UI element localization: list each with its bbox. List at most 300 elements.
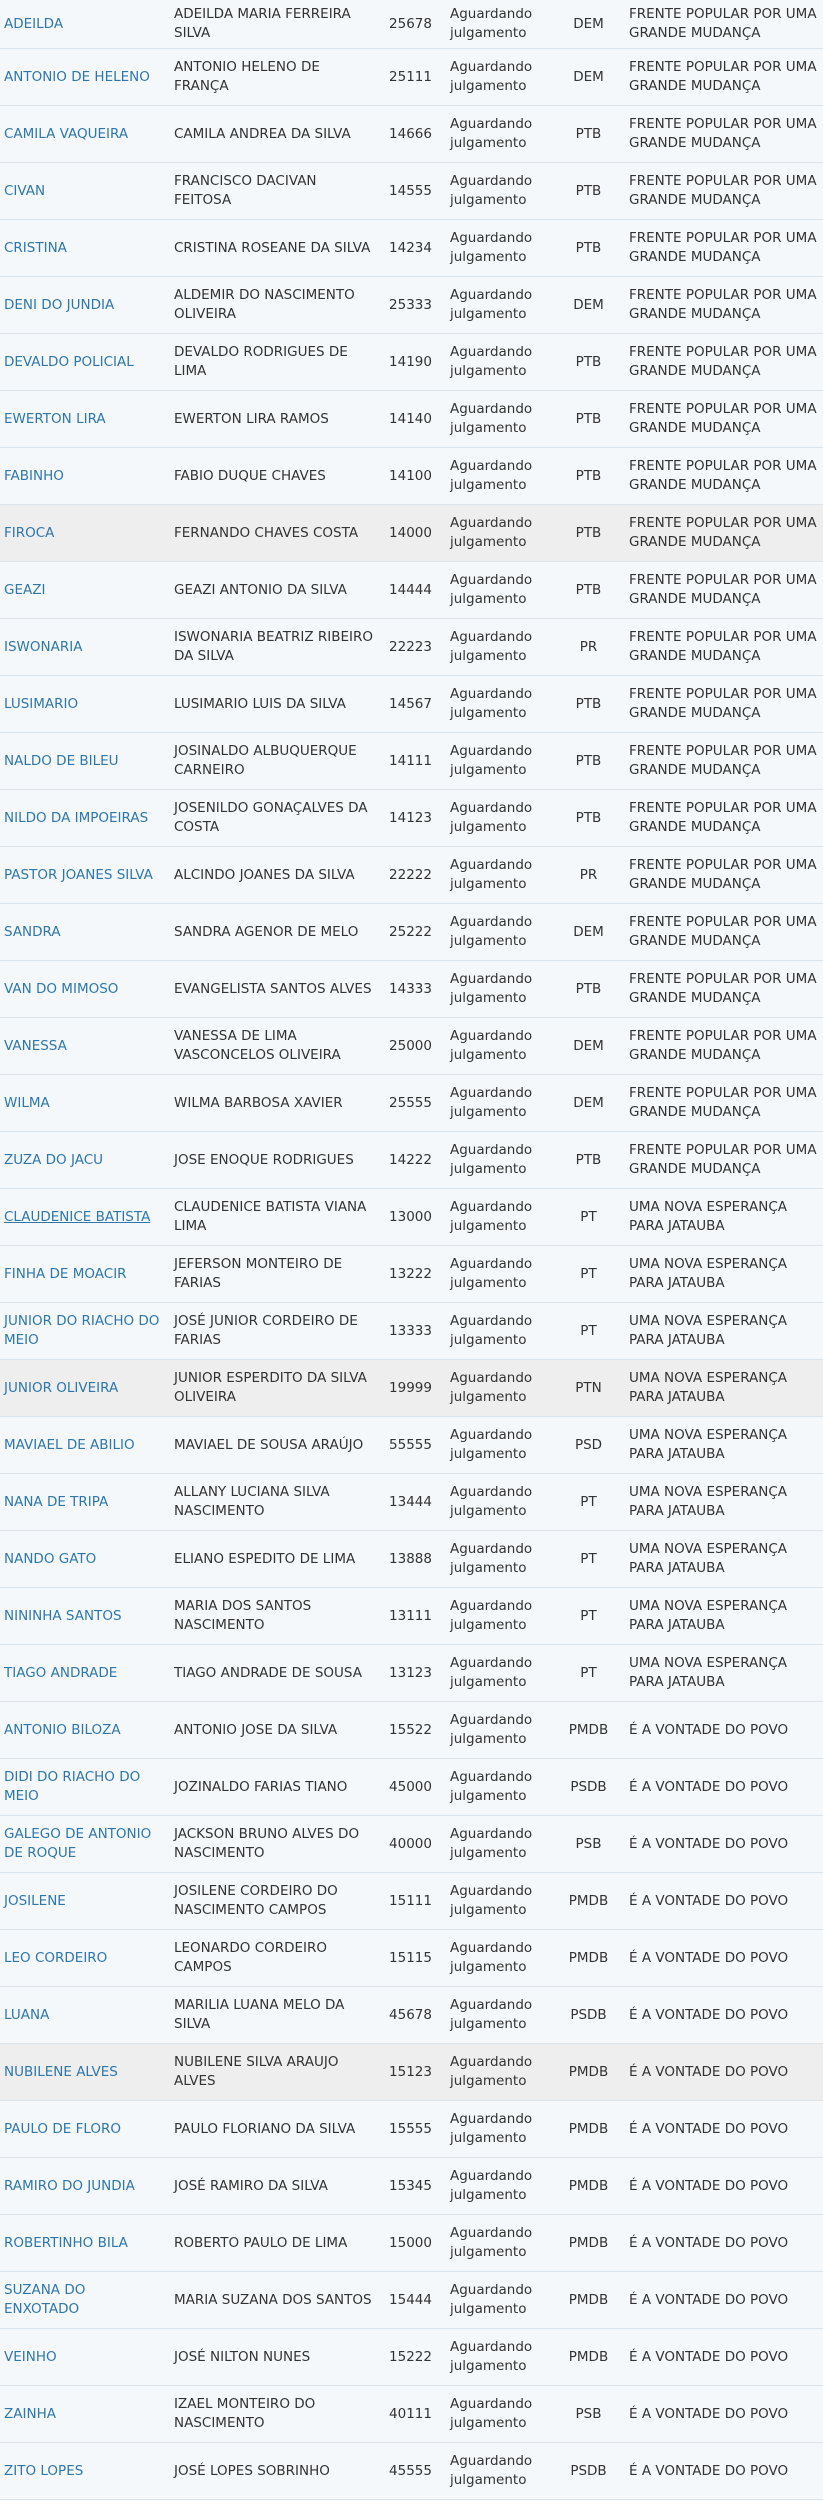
- candidate-status: Aguardando julgamento: [440, 961, 558, 1018]
- table-row: [0, 847, 823, 904]
- candidate-number: 13000: [381, 1189, 440, 1246]
- candidate-status: Aguardando julgamento: [440, 1873, 558, 1930]
- candidate-number: 14666: [381, 106, 440, 163]
- candidate-coalition: É A VONTADE DO POVO: [619, 1759, 823, 1816]
- candidate-party: PMDB: [558, 2044, 619, 2101]
- candidate-full-name: ALDEMIR DO NASCIMENTO OLIVEIRA: [168, 277, 381, 334]
- table-row: [0, 790, 823, 847]
- candidate-name-link[interactable]: RAMIRO DO JUNDIA: [0, 2158, 168, 2215]
- candidate-number: 14140: [381, 391, 440, 448]
- candidate-full-name: JACKSON BRUNO ALVES DO NASCIMENTO: [168, 1816, 381, 1873]
- table-row: [0, 1531, 823, 1588]
- candidate-status: Aguardando julgamento: [440, 562, 558, 619]
- candidate-name-link[interactable]: VAN DO MIMOSO: [0, 961, 168, 1018]
- candidate-status: Aguardando julgamento: [440, 1645, 558, 1702]
- candidate-party: PTB: [558, 163, 619, 220]
- candidate-coalition: UMA NOVA ESPERANÇA PARA JATAUBA: [619, 1588, 823, 1645]
- table-row: [0, 1075, 823, 1132]
- candidate-party: PSDB: [558, 1987, 619, 2044]
- table-row: [0, 1246, 823, 1303]
- candidate-coalition: FRENTE POPULAR POR UMA GRANDE MUDANÇA: [619, 562, 823, 619]
- candidate-party: PMDB: [558, 1873, 619, 1930]
- candidate-full-name: EWERTON LIRA RAMOS: [168, 391, 381, 448]
- candidate-status: Aguardando julgamento: [440, 1531, 558, 1588]
- candidate-status: Aguardando julgamento: [440, 1588, 558, 1645]
- candidate-full-name: ANTONIO HELENO DE FRANÇA: [168, 49, 381, 106]
- candidate-name-link[interactable]: FIROCA: [0, 505, 168, 562]
- candidate-full-name: NUBILENE SILVA ARAUJO ALVES: [168, 2044, 381, 2101]
- candidate-full-name: GEAZI ANTONIO DA SILVA: [168, 562, 381, 619]
- candidate-number: 25222: [381, 904, 440, 961]
- candidate-party: DEM: [558, 49, 619, 106]
- candidate-coalition: FRENTE POPULAR POR UMA GRANDE MUDANÇA: [619, 1075, 823, 1132]
- table-row: [0, 1759, 823, 1816]
- candidate-party: PTB: [558, 790, 619, 847]
- candidate-party: PSB: [558, 1816, 619, 1873]
- candidate-full-name: ALLANY LUCIANA SILVA NASCIMENTO: [168, 1474, 381, 1531]
- candidate-status: Aguardando julgamento: [440, 2443, 558, 2500]
- candidate-number: 45678: [381, 1987, 440, 2044]
- candidate-status: Aguardando julgamento: [440, 2044, 558, 2101]
- candidate-coalition: FRENTE POPULAR POR UMA GRANDE MUDANÇA: [619, 961, 823, 1018]
- candidate-full-name: SANDRA AGENOR DE MELO: [168, 904, 381, 961]
- candidate-name-link[interactable]: MAVIAEL DE ABILIO: [0, 1417, 168, 1474]
- candidate-status: Aguardando julgamento: [440, 1303, 558, 1360]
- candidate-number: 45000: [381, 1759, 440, 1816]
- candidate-name-link[interactable]: NANDO GATO: [0, 1531, 168, 1588]
- candidate-name-link[interactable]: CRISTINA: [0, 220, 168, 277]
- table-row: [0, 1474, 823, 1531]
- candidate-name-link[interactable]: CLAUDENICE BATISTA: [0, 1189, 168, 1246]
- candidate-name-link[interactable]: ANTONIO BILOZA: [0, 1702, 168, 1759]
- table-row: [0, 220, 823, 277]
- candidate-name-link[interactable]: ADEILDA: [0, 0, 168, 49]
- candidate-name-link[interactable]: FINHA DE MOACIR: [0, 1246, 168, 1303]
- candidate-coalition: FRENTE POPULAR POR UMA GRANDE MUDANÇA: [619, 790, 823, 847]
- table-row: [0, 2158, 823, 2215]
- candidate-coalition: É A VONTADE DO POVO: [619, 2272, 823, 2329]
- candidate-party: PTB: [558, 106, 619, 163]
- candidate-name-link[interactable]: VANESSA: [0, 1018, 168, 1075]
- candidate-full-name: MAVIAEL DE SOUSA ARAÚJO: [168, 1417, 381, 1474]
- candidate-coalition: FRENTE POPULAR POR UMA GRANDE MUDANÇA: [619, 277, 823, 334]
- candidate-number: 15444: [381, 2272, 440, 2329]
- candidate-number: 55555: [381, 1417, 440, 1474]
- candidate-coalition: FRENTE POPULAR POR UMA GRANDE MUDANÇA: [619, 733, 823, 790]
- candidate-full-name: PAULO FLORIANO DA SILVA: [168, 2101, 381, 2158]
- candidate-status: Aguardando julgamento: [440, 334, 558, 391]
- candidate-status: Aguardando julgamento: [440, 2329, 558, 2386]
- table-row: [0, 676, 823, 733]
- candidate-party: DEM: [558, 277, 619, 334]
- candidate-name-link[interactable]: PAULO DE FLORO: [0, 2101, 168, 2158]
- candidate-status: Aguardando julgamento: [440, 1246, 558, 1303]
- candidate-number: 14555: [381, 163, 440, 220]
- candidate-number: 25555: [381, 1075, 440, 1132]
- candidate-full-name: ISWONARIA BEATRIZ RIBEIRO DA SILVA: [168, 619, 381, 676]
- candidate-party: PMDB: [558, 2215, 619, 2272]
- candidate-number: 14100: [381, 448, 440, 505]
- candidate-coalition: UMA NOVA ESPERANÇA PARA JATAUBA: [619, 1303, 823, 1360]
- candidate-full-name: MARILIA LUANA MELO DA SILVA: [168, 1987, 381, 2044]
- candidate-party: PMDB: [558, 2329, 619, 2386]
- candidate-name-link[interactable]: CAMILA VAQUEIRA: [0, 106, 168, 163]
- candidate-number: 15000: [381, 2215, 440, 2272]
- candidate-coalition: FRENTE POPULAR POR UMA GRANDE MUDANÇA: [619, 163, 823, 220]
- candidate-full-name: MARIA SUZANA DOS SANTOS: [168, 2272, 381, 2329]
- candidate-full-name: JEFERSON MONTEIRO DE FARIAS: [168, 1246, 381, 1303]
- candidate-status: Aguardando julgamento: [440, 1987, 558, 2044]
- table-row: [0, 49, 823, 106]
- candidate-party: PSB: [558, 2386, 619, 2443]
- table-row: [0, 0, 823, 49]
- candidate-coalition: UMA NOVA ESPERANÇA PARA JATAUBA: [619, 1246, 823, 1303]
- candidate-coalition: UMA NOVA ESPERANÇA PARA JATAUBA: [619, 1531, 823, 1588]
- candidate-party: PTB: [558, 676, 619, 733]
- candidate-number: 25333: [381, 277, 440, 334]
- candidate-coalition: É A VONTADE DO POVO: [619, 2101, 823, 2158]
- candidate-coalition: UMA NOVA ESPERANÇA PARA JATAUBA: [619, 1189, 823, 1246]
- candidate-number: 15111: [381, 1873, 440, 1930]
- candidate-full-name: MARIA DOS SANTOS NASCIMENTO: [168, 1588, 381, 1645]
- candidate-party: PTN: [558, 1360, 619, 1417]
- table-row: [0, 1189, 823, 1246]
- candidate-full-name: CLAUDENICE BATISTA VIANA LIMA: [168, 1189, 381, 1246]
- candidate-name-link[interactable]: ZUZA DO JACU: [0, 1132, 168, 1189]
- candidate-coalition: É A VONTADE DO POVO: [619, 1930, 823, 1987]
- candidate-name-link[interactable]: ROBERTINHO BILA: [0, 2215, 168, 2272]
- candidate-name-link[interactable]: LUANA: [0, 1987, 168, 2044]
- candidate-party: PTB: [558, 391, 619, 448]
- candidate-name-link[interactable]: ISWONARIA: [0, 619, 168, 676]
- candidate-number: 14190: [381, 334, 440, 391]
- candidate-name-link[interactable]: ZAINHA: [0, 2386, 168, 2443]
- candidate-status: Aguardando julgamento: [440, 790, 558, 847]
- candidate-full-name: WILMA BARBOSA XAVIER: [168, 1075, 381, 1132]
- candidate-coalition: FRENTE POPULAR POR UMA GRANDE MUDANÇA: [619, 0, 823, 49]
- candidate-status: Aguardando julgamento: [440, 163, 558, 220]
- table-row: [0, 1816, 823, 1873]
- candidate-full-name: ALCINDO JOANES DA SILVA: [168, 847, 381, 904]
- candidate-party: PT: [558, 1531, 619, 1588]
- candidate-full-name: CAMILA ANDREA DA SILVA: [168, 106, 381, 163]
- candidate-coalition: É A VONTADE DO POVO: [619, 2044, 823, 2101]
- candidate-party: PR: [558, 847, 619, 904]
- candidate-status: Aguardando julgamento: [440, 733, 558, 790]
- candidate-coalition: FRENTE POPULAR POR UMA GRANDE MUDANÇA: [619, 448, 823, 505]
- candidate-name-link[interactable]: SANDRA: [0, 904, 168, 961]
- candidate-coalition: FRENTE POPULAR POR UMA GRANDE MUDANÇA: [619, 505, 823, 562]
- candidate-name-link[interactable]: NILDO DA IMPOEIRAS: [0, 790, 168, 847]
- candidate-full-name: JOSÉ RAMIRO DA SILVA: [168, 2158, 381, 2215]
- candidate-coalition: FRENTE POPULAR POR UMA GRANDE MUDANÇA: [619, 49, 823, 106]
- candidate-number: 15115: [381, 1930, 440, 1987]
- candidate-full-name: LEONARDO CORDEIRO CAMPOS: [168, 1930, 381, 1987]
- candidate-full-name: JUNIOR ESPERDITO DA SILVA OLIVEIRA: [168, 1360, 381, 1417]
- candidate-name-link[interactable]: NALDO DE BILEU: [0, 733, 168, 790]
- table-row: [0, 961, 823, 1018]
- candidate-status: Aguardando julgamento: [440, 505, 558, 562]
- candidate-name-link[interactable]: WILMA: [0, 1075, 168, 1132]
- candidate-number: 15222: [381, 2329, 440, 2386]
- table-row: [0, 1987, 823, 2044]
- table-row: [0, 2101, 823, 2158]
- candidate-coalition: UMA NOVA ESPERANÇA PARA JATAUBA: [619, 1417, 823, 1474]
- candidate-coalition: É A VONTADE DO POVO: [619, 1873, 823, 1930]
- candidate-name-link[interactable]: LUSIMARIO: [0, 676, 168, 733]
- candidate-party: PMDB: [558, 2101, 619, 2158]
- candidate-party: PT: [558, 1189, 619, 1246]
- table-row: [0, 163, 823, 220]
- candidate-full-name: JOSÉ NILTON NUNES: [168, 2329, 381, 2386]
- candidate-full-name: DEVALDO RODRIGUES DE LIMA: [168, 334, 381, 391]
- candidate-status: Aguardando julgamento: [440, 1759, 558, 1816]
- candidate-status: Aguardando julgamento: [440, 448, 558, 505]
- candidate-status: Aguardando julgamento: [440, 106, 558, 163]
- candidate-name-link[interactable]: CIVAN: [0, 163, 168, 220]
- candidate-party: PTB: [558, 961, 619, 1018]
- candidate-coalition: É A VONTADE DO POVO: [619, 1702, 823, 1759]
- candidate-number: 40111: [381, 2386, 440, 2443]
- candidate-number: 15123: [381, 2044, 440, 2101]
- table-row: [0, 106, 823, 163]
- candidate-number: 40000: [381, 1816, 440, 1873]
- candidate-coalition: É A VONTADE DO POVO: [619, 2215, 823, 2272]
- candidate-number: 22223: [381, 619, 440, 676]
- candidate-status: Aguardando julgamento: [440, 277, 558, 334]
- candidate-status: Aguardando julgamento: [440, 847, 558, 904]
- table-row: [0, 619, 823, 676]
- candidate-party: PTB: [558, 733, 619, 790]
- candidate-full-name: ELIANO ESPEDITO DE LIMA: [168, 1531, 381, 1588]
- table-row: [0, 1645, 823, 1702]
- candidate-coalition: É A VONTADE DO POVO: [619, 1816, 823, 1873]
- table-row: [0, 505, 823, 562]
- candidate-name-link[interactable]: DENI DO JUNDIA: [0, 277, 168, 334]
- candidate-party: PT: [558, 1474, 619, 1531]
- candidate-full-name: FRANCISCO DACIVAN FEITOSA: [168, 163, 381, 220]
- candidate-number: 14123: [381, 790, 440, 847]
- candidate-status: Aguardando julgamento: [440, 1132, 558, 1189]
- candidate-status: Aguardando julgamento: [440, 220, 558, 277]
- candidate-full-name: IZAEL MONTEIRO DO NASCIMENTO: [168, 2386, 381, 2443]
- candidate-status: Aguardando julgamento: [440, 1189, 558, 1246]
- candidate-status: Aguardando julgamento: [440, 1417, 558, 1474]
- candidate-number: 22222: [381, 847, 440, 904]
- candidate-number: 25111: [381, 49, 440, 106]
- candidate-name-link[interactable]: ZITO LOPES: [0, 2443, 168, 2500]
- table-row: [0, 562, 823, 619]
- candidate-party: PT: [558, 1303, 619, 1360]
- candidate-name-link[interactable]: JUNIOR OLIVEIRA: [0, 1360, 168, 1417]
- candidate-name-link[interactable]: GEAZI: [0, 562, 168, 619]
- candidate-coalition: FRENTE POPULAR POR UMA GRANDE MUDANÇA: [619, 106, 823, 163]
- candidate-coalition: FRENTE POPULAR POR UMA GRANDE MUDANÇA: [619, 391, 823, 448]
- table-row: [0, 334, 823, 391]
- candidate-name-link[interactable]: EWERTON LIRA: [0, 391, 168, 448]
- candidate-party: PMDB: [558, 1702, 619, 1759]
- candidate-number: 14234: [381, 220, 440, 277]
- table-row: [0, 1873, 823, 1930]
- candidate-party: PTB: [558, 220, 619, 277]
- candidate-name-link[interactable]: NANA DE TRIPA: [0, 1474, 168, 1531]
- candidate-party: PR: [558, 619, 619, 676]
- candidate-coalition: É A VONTADE DO POVO: [619, 2443, 823, 2500]
- candidate-full-name: JOZINALDO FARIAS TIANO: [168, 1759, 381, 1816]
- table-row: [0, 733, 823, 790]
- candidate-status: Aguardando julgamento: [440, 2158, 558, 2215]
- candidate-party: PSDB: [558, 1759, 619, 1816]
- candidate-coalition: FRENTE POPULAR POR UMA GRANDE MUDANÇA: [619, 334, 823, 391]
- candidate-full-name: FERNANDO CHAVES COSTA: [168, 505, 381, 562]
- candidate-name-link[interactable]: GALEGO DE ANTONIO DE ROQUE: [0, 1816, 168, 1873]
- candidate-status: Aguardando julgamento: [440, 619, 558, 676]
- candidate-full-name: JOSINALDO ALBUQUERQUE CARNEIRO: [168, 733, 381, 790]
- candidate-party: DEM: [558, 1075, 619, 1132]
- candidate-number: 15555: [381, 2101, 440, 2158]
- table-row: [0, 904, 823, 961]
- candidate-status: Aguardando julgamento: [440, 676, 558, 733]
- candidate-number: 14222: [381, 1132, 440, 1189]
- candidate-party: PTB: [558, 334, 619, 391]
- candidate-coalition: FRENTE POPULAR POR UMA GRANDE MUDANÇA: [619, 847, 823, 904]
- candidate-name-link[interactable]: PASTOR JOANES SILVA: [0, 847, 168, 904]
- candidate-party: PMDB: [558, 1930, 619, 1987]
- candidate-coalition: É A VONTADE DO POVO: [619, 2386, 823, 2443]
- candidate-status: Aguardando julgamento: [440, 904, 558, 961]
- candidate-full-name: LUSIMARIO LUIS DA SILVA: [168, 676, 381, 733]
- candidate-full-name: TIAGO ANDRADE DE SOUSA: [168, 1645, 381, 1702]
- candidate-party: PT: [558, 1645, 619, 1702]
- table-row: [0, 2215, 823, 2272]
- table-row: [0, 277, 823, 334]
- candidate-party: PTB: [558, 1132, 619, 1189]
- candidate-coalition: UMA NOVA ESPERANÇA PARA JATAUBA: [619, 1360, 823, 1417]
- candidate-name-link[interactable]: LEO CORDEIRO: [0, 1930, 168, 1987]
- candidate-number: 14444: [381, 562, 440, 619]
- candidate-party: PSD: [558, 1417, 619, 1474]
- table-row: [0, 1930, 823, 1987]
- candidate-coalition: FRENTE POPULAR POR UMA GRANDE MUDANÇA: [619, 220, 823, 277]
- table-row: [0, 1417, 823, 1474]
- candidate-status: Aguardando julgamento: [440, 49, 558, 106]
- candidate-name-link[interactable]: JUNIOR DO RIACHO DO MEIO: [0, 1303, 168, 1360]
- candidate-party: PMDB: [558, 2158, 619, 2215]
- table-row: [0, 1132, 823, 1189]
- candidate-party: PSDB: [558, 2443, 619, 2500]
- candidate-name-link[interactable]: DEVALDO POLICIAL: [0, 334, 168, 391]
- candidate-status: Aguardando julgamento: [440, 1816, 558, 1873]
- candidate-number: 14333: [381, 961, 440, 1018]
- candidate-coalition: FRENTE POPULAR POR UMA GRANDE MUDANÇA: [619, 676, 823, 733]
- candidate-party: DEM: [558, 0, 619, 49]
- candidate-coalition: FRENTE POPULAR POR UMA GRANDE MUDANÇA: [619, 1018, 823, 1075]
- table-row: [0, 2272, 823, 2329]
- candidate-number: 14000: [381, 505, 440, 562]
- table-row: [0, 2386, 823, 2443]
- candidate-party: PTB: [558, 505, 619, 562]
- candidate-full-name: JOSENILDO GONAÇALVES DA COSTA: [168, 790, 381, 847]
- table-row: [0, 1702, 823, 1759]
- candidate-full-name: JOSILENE CORDEIRO DO NASCIMENTO CAMPOS: [168, 1873, 381, 1930]
- candidate-status: Aguardando julgamento: [440, 2272, 558, 2329]
- candidate-full-name: EVANGELISTA SANTOS ALVES: [168, 961, 381, 1018]
- candidate-number: 13123: [381, 1645, 440, 1702]
- candidate-party: PT: [558, 1246, 619, 1303]
- candidate-full-name: JOSÉ JUNIOR CORDEIRO DE FARIAS: [168, 1303, 381, 1360]
- table-row: [0, 1360, 823, 1417]
- candidate-status: Aguardando julgamento: [440, 2101, 558, 2158]
- candidate-number: 14111: [381, 733, 440, 790]
- candidate-party: PTB: [558, 448, 619, 505]
- candidate-number: 14567: [381, 676, 440, 733]
- candidate-name-link[interactable]: TIAGO ANDRADE: [0, 1645, 168, 1702]
- candidate-coalition: É A VONTADE DO POVO: [619, 2329, 823, 2386]
- candidate-number: 13888: [381, 1531, 440, 1588]
- candidate-full-name: CRISTINA ROSEANE DA SILVA: [168, 220, 381, 277]
- candidate-status: Aguardando julgamento: [440, 1075, 558, 1132]
- candidate-name-link[interactable]: SUZANA DO ENXOTADO: [0, 2272, 168, 2329]
- candidate-full-name: JOSÉ LOPES SOBRINHO: [168, 2443, 381, 2500]
- candidate-coalition: FRENTE POPULAR POR UMA GRANDE MUDANÇA: [619, 619, 823, 676]
- candidate-name-link[interactable]: ANTONIO DE HELENO: [0, 49, 168, 106]
- candidate-name-link[interactable]: VEINHO: [0, 2329, 168, 2386]
- candidate-name-link[interactable]: FABINHO: [0, 448, 168, 505]
- candidate-coalition: É A VONTADE DO POVO: [619, 1987, 823, 2044]
- candidate-name-link[interactable]: NININHA SANTOS: [0, 1588, 168, 1645]
- candidate-number: 15522: [381, 1702, 440, 1759]
- candidate-status: Aguardando julgamento: [440, 2215, 558, 2272]
- candidate-number: 25678: [381, 0, 440, 49]
- candidate-coalition: UMA NOVA ESPERANÇA PARA JATAUBA: [619, 1645, 823, 1702]
- candidate-number: 13111: [381, 1588, 440, 1645]
- table-row: [0, 2329, 823, 2386]
- candidate-full-name: ANTONIO JOSE DA SILVA: [168, 1702, 381, 1759]
- candidate-number: 45555: [381, 2443, 440, 2500]
- table-row: [0, 1588, 823, 1645]
- table-row: [0, 2044, 823, 2101]
- candidate-coalition: É A VONTADE DO POVO: [619, 2158, 823, 2215]
- candidate-full-name: ROBERTO PAULO DE LIMA: [168, 2215, 381, 2272]
- candidate-party: PTB: [558, 562, 619, 619]
- candidate-status: Aguardando julgamento: [440, 1360, 558, 1417]
- candidate-party: PMDB: [558, 2272, 619, 2329]
- candidate-full-name: JOSE ENOQUE RODRIGUES: [168, 1132, 381, 1189]
- candidate-status: Aguardando julgamento: [440, 0, 558, 49]
- candidate-number: 13333: [381, 1303, 440, 1360]
- candidate-full-name: FABIO DUQUE CHAVES: [168, 448, 381, 505]
- candidate-status: Aguardando julgamento: [440, 1474, 558, 1531]
- candidate-coalition: UMA NOVA ESPERANÇA PARA JATAUBA: [619, 1474, 823, 1531]
- candidate-coalition: FRENTE POPULAR POR UMA GRANDE MUDANÇA: [619, 1132, 823, 1189]
- candidate-number: 25000: [381, 1018, 440, 1075]
- candidate-name-link[interactable]: DIDI DO RIACHO DO MEIO: [0, 1759, 168, 1816]
- table-row: [0, 391, 823, 448]
- candidate-name-link[interactable]: NUBILENE ALVES: [0, 2044, 168, 2101]
- table-row: [0, 1303, 823, 1360]
- candidate-coalition: FRENTE POPULAR POR UMA GRANDE MUDANÇA: [619, 904, 823, 961]
- candidate-number: 15345: [381, 2158, 440, 2215]
- candidate-status: Aguardando julgamento: [440, 391, 558, 448]
- candidate-full-name: ADEILDA MARIA FERREIRA SILVA: [168, 0, 381, 49]
- candidate-status: Aguardando julgamento: [440, 2386, 558, 2443]
- candidate-status: Aguardando julgamento: [440, 1018, 558, 1075]
- candidate-full-name: VANESSA DE LIMA VASCONCELOS OLIVEIRA: [168, 1018, 381, 1075]
- candidate-number: 13444: [381, 1474, 440, 1531]
- table-row: [0, 448, 823, 505]
- candidate-status: Aguardando julgamento: [440, 1930, 558, 1987]
- candidate-name-link[interactable]: JOSILENE: [0, 1873, 168, 1930]
